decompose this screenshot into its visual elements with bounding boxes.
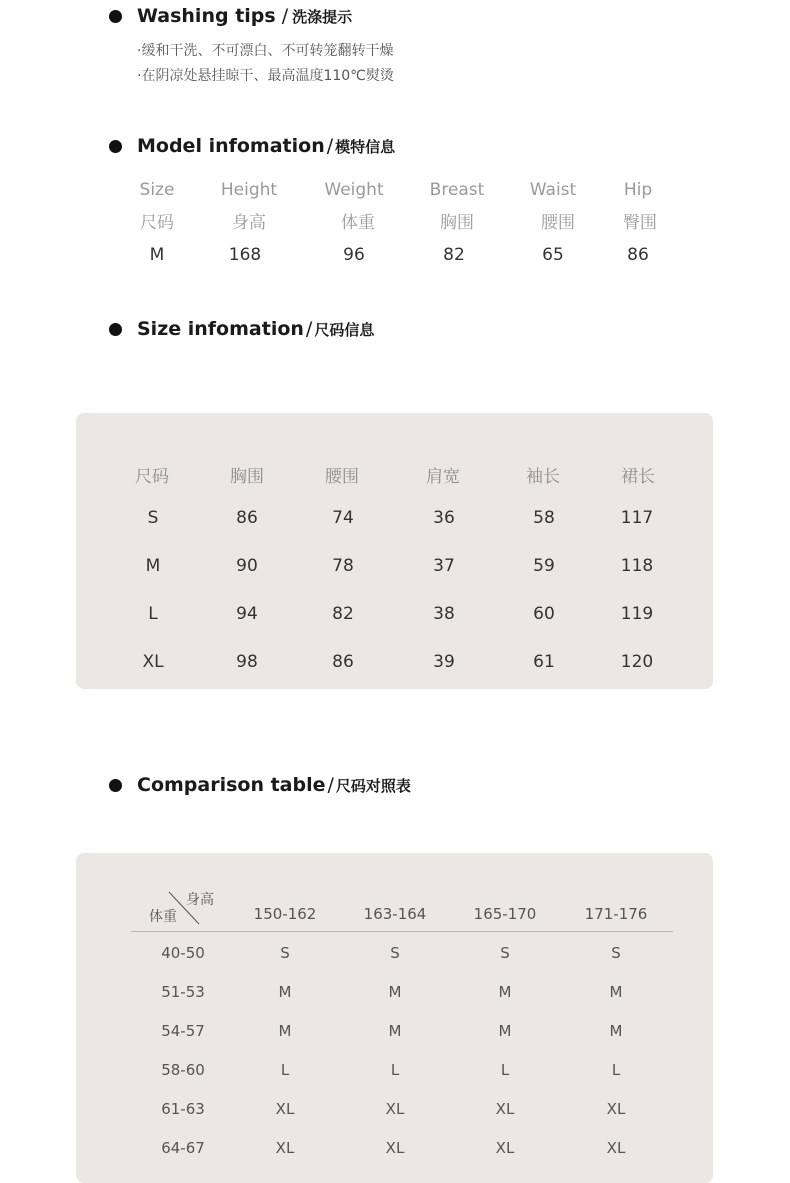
size-cell: 117	[620, 508, 654, 528]
size-cell: 118	[620, 556, 654, 576]
comparison-cell: L	[280, 1061, 290, 1079]
model-value-height: 168	[228, 245, 262, 265]
model-title-en: Model infomation	[137, 135, 325, 157]
comparison-heading	[109, 774, 411, 796]
comparison-cell: XL	[495, 1100, 515, 1118]
size-cell: 36	[433, 508, 455, 528]
size-cell: XL	[142, 652, 164, 672]
model-header-cn: 体重	[341, 213, 375, 233]
size-cell: 38	[433, 604, 455, 624]
model-header-en: Size	[139, 180, 175, 200]
size-title-separator: /	[305, 318, 313, 340]
model-header-en: Breast	[429, 180, 485, 200]
comparison-cell: M	[609, 983, 623, 1001]
washing-title-separator: /	[281, 5, 289, 27]
corner-label-height: 身高	[186, 892, 214, 908]
size-cell: 61	[533, 652, 555, 672]
comparison-cell: XL	[385, 1139, 405, 1157]
model-value-size: M	[149, 245, 165, 265]
comparison-row-label: 51-53	[161, 983, 205, 1001]
comparison-header: 165-170	[473, 905, 537, 923]
comparison-cell: S	[390, 944, 400, 962]
comparison-table-panel	[76, 853, 713, 1183]
size-heading	[109, 318, 374, 340]
comparison-cell: XL	[495, 1139, 515, 1157]
washing-line-1: ·缓和干洗、不可漂白、不可转笼翻转干燥	[137, 43, 394, 59]
size-cell: M	[145, 556, 161, 576]
model-title-separator: /	[326, 135, 334, 157]
comparison-cell: L	[611, 1061, 621, 1079]
comparison-cell: S	[280, 944, 290, 962]
model-header-cn: 臀围	[623, 213, 657, 233]
size-cell: 82	[332, 604, 354, 624]
size-header: 肩宽	[426, 467, 460, 487]
comparison-cell: S	[500, 944, 510, 962]
comparison-title-separator: /	[327, 774, 334, 796]
bullet-dot-icon	[109, 140, 122, 153]
comparison-cell: M	[609, 1022, 623, 1040]
size-header: 袖长	[526, 467, 560, 487]
comparison-row-label: 58-60	[161, 1061, 205, 1079]
model-header-en: Height	[220, 180, 278, 200]
comparison-cell: L	[390, 1061, 400, 1079]
size-cell: 120	[620, 652, 654, 672]
size-cell: 119	[620, 604, 654, 624]
comparison-cell: XL	[385, 1100, 405, 1118]
bullet-dot-icon	[109, 779, 122, 792]
comparison-cell: M	[278, 1022, 292, 1040]
model-header-en: Waist	[529, 180, 577, 200]
bullet-dot-icon	[109, 323, 122, 336]
size-cell: 90	[236, 556, 258, 576]
comparison-row-label: 61-63	[161, 1100, 205, 1118]
size-table-panel	[76, 413, 713, 689]
comparison-row-label: 40-50	[161, 944, 205, 962]
size-cell: 94	[236, 604, 258, 624]
comparison-header: 171-176	[584, 905, 648, 923]
size-cell: L	[148, 604, 158, 624]
comparison-cell: XL	[606, 1139, 626, 1157]
size-cell: 78	[332, 556, 354, 576]
size-header: 胸围	[230, 467, 264, 487]
comparison-cell: M	[498, 983, 512, 1001]
comparison-cell: S	[611, 944, 621, 962]
size-header: 裙长	[621, 467, 655, 487]
model-value-hip: 86	[627, 245, 649, 265]
washing-title-cn: 洗涤提示	[292, 7, 353, 26]
comparison-cell: XL	[275, 1139, 295, 1157]
size-title-en: Size infomation	[137, 318, 304, 340]
size-title-cn: 尺码信息	[314, 320, 375, 339]
comparison-cell: M	[388, 1022, 402, 1040]
comparison-header-divider	[131, 931, 673, 932]
size-cell: 86	[332, 652, 354, 672]
bullet-dot-icon	[109, 10, 122, 23]
model-header-cn: 胸围	[440, 213, 474, 233]
model-header-cn: 身高	[232, 213, 266, 233]
size-cell: 39	[433, 652, 455, 672]
comparison-title-cn: 尺码对照表	[335, 776, 411, 795]
comparison-cell: M	[498, 1022, 512, 1040]
size-cell: 37	[433, 556, 455, 576]
size-cell: 74	[332, 508, 354, 528]
size-cell: 59	[533, 556, 555, 576]
comparison-title-en: Comparison table	[137, 774, 326, 796]
comparison-cell: L	[500, 1061, 510, 1079]
model-value-breast: 82	[443, 245, 465, 265]
model-header-cn: 尺码	[140, 213, 174, 233]
size-cell: 58	[533, 508, 555, 528]
model-value-waist: 65	[542, 245, 564, 265]
size-cell: 98	[236, 652, 258, 672]
washing-title-en: Washing tips	[137, 5, 276, 27]
comparison-header: 163-164	[363, 905, 427, 923]
model-heading	[109, 135, 395, 157]
model-header-en: Weight	[324, 180, 384, 200]
comparison-row-label: 64-67	[161, 1139, 205, 1157]
model-header-cn: 腰围	[541, 213, 575, 233]
comparison-cell: XL	[606, 1100, 626, 1118]
corner-label-weight: 体重	[149, 909, 177, 925]
comparison-header: 150-162	[253, 905, 317, 923]
size-cell: 60	[533, 604, 555, 624]
model-value-weight: 96	[343, 245, 365, 265]
comparison-cell: XL	[275, 1100, 295, 1118]
comparison-cell: M	[278, 983, 292, 1001]
model-header-en: Hip	[623, 180, 653, 200]
size-header: 腰围	[325, 467, 359, 487]
size-cell: S	[147, 508, 159, 528]
model-title-cn: 模特信息	[335, 137, 396, 156]
comparison-row-label: 54-57	[161, 1022, 205, 1040]
size-header: 尺码	[135, 467, 169, 487]
corner-diagonal-line	[168, 891, 200, 925]
size-cell: 86	[236, 508, 258, 528]
washing-heading	[109, 5, 352, 27]
washing-line-2: ·在阴凉处悬挂晾干、最高温度110℃熨烫	[137, 68, 394, 84]
comparison-cell: M	[388, 983, 402, 1001]
